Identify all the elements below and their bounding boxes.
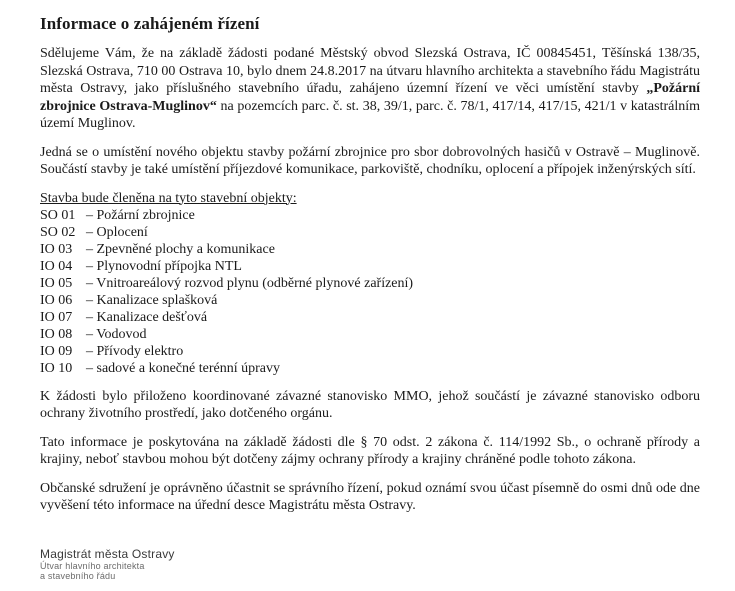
objects-list-title: Stavba bude členěna na tyto stavební objekty: (40, 190, 297, 206)
object-code: IO 04 (40, 258, 73, 274)
object-list-item (40, 292, 700, 309)
object-label: – Přívody elektro (86, 343, 184, 359)
intro-paragraph (40, 45, 700, 133)
issuer-department-line-1: Útvar hlavního architekta (40, 561, 145, 571)
object-code: SO 02 (40, 224, 76, 240)
object-code: IO 07 (40, 309, 73, 325)
object-label: – Plynovodní přípojka NTL (86, 258, 242, 274)
object-label: – Vnitroareálový rozvod plynu (odběrné plynové zařízení) (86, 275, 414, 291)
issuer-organization: Magistrát města Ostravy (40, 547, 175, 561)
object-code: IO 06 (40, 292, 73, 308)
issuer-stamp (40, 548, 175, 581)
object-list-item (40, 241, 700, 258)
object-list-item (40, 224, 700, 241)
object-code: IO 08 (40, 326, 73, 342)
issuer-department-line-2: a stavebního řádu (40, 571, 116, 581)
object-label: – Kanalizace splašková (86, 292, 218, 308)
object-label: – Požární zbrojnice (86, 207, 195, 223)
objects-list (40, 207, 700, 377)
object-label: – sadové a konečné terénní úpravy (86, 360, 280, 376)
object-code: IO 03 (40, 241, 73, 257)
page-title: Informace o zahájeném řízení (40, 14, 260, 33)
object-list-item (40, 326, 700, 343)
object-list-item (40, 207, 700, 224)
attachment-paragraph: K žádosti bylo přiloženo koordinované závazné stanovisko MMO, jehož součástí je závazné stanovisko odboru ochrany životního prostředí, jako dotčeného orgánu. (40, 388, 700, 421)
project-name: „Požární zbrojnice Ostrava-Muglinov“ (40, 81, 700, 114)
intro-text-start: Sdělujeme Vám, že na základě žádosti podané Městský obvod Slezská Ostrava, IČ 00845451, Těšínská 138/35, Slezská Ostrava, 710 00 Ostrava 10, bylo dnem 24.8.2017 na útvaru hlavního architekta a stavebního řádu Magistrátu města Ostravy, jako příslušného stavebního úřadu, zahájeno územní řízení ve věci umístění stavby (40, 46, 700, 96)
object-list-item (40, 258, 700, 275)
object-list-item (40, 309, 700, 326)
legal-basis-paragraph: Tato informace je poskytována na základě žádosti dle § 70 odst. 2 zákona č. 114/1992 Sb., o ochraně přírody a krajiny, neboť stavbou mohou být dotčeny zájmy ochrany přírody a krajiny chráněné podle tohoto zákona. (40, 434, 700, 467)
object-code: IO 09 (40, 343, 73, 359)
document (40, 14, 700, 526)
participation-paragraph: Občanské sdružení je oprávněno účastnit se správního řízení, pokud oznámí svou účast písemně do osmi dnů ode dne vyvěšení této informace na úřední desce Magistrátu města Ostravy. (40, 480, 700, 513)
object-code: SO 01 (40, 207, 76, 223)
intro-text-end: na pozemcích parc. č. st. 38, 39/1, parc. č. 78/1, 417/14, 417/15, 421/1 v katastrálním území Muglinov. (40, 98, 700, 131)
object-code: IO 10 (40, 360, 73, 376)
object-label: – Vodovod (86, 326, 147, 342)
description-paragraph: Jedná se o umístění nového objektu stavby požární zbrojnice pro sbor dobrovolných hasičů v Ostravě – Muglinově. Součástí stavby je také umístění příjezdové komunikace, parkoviště, chodníku, oplocení a přípojek inženýrských sítí. (40, 144, 700, 177)
object-label: – Zpevněné plochy a komunikace (86, 241, 275, 257)
object-code: IO 05 (40, 275, 73, 291)
object-label: – Kanalizace dešťová (86, 309, 208, 325)
object-list-item (40, 343, 700, 360)
object-list-item (40, 360, 700, 377)
object-label: – Oplocení (86, 224, 148, 240)
object-list-item (40, 275, 700, 292)
